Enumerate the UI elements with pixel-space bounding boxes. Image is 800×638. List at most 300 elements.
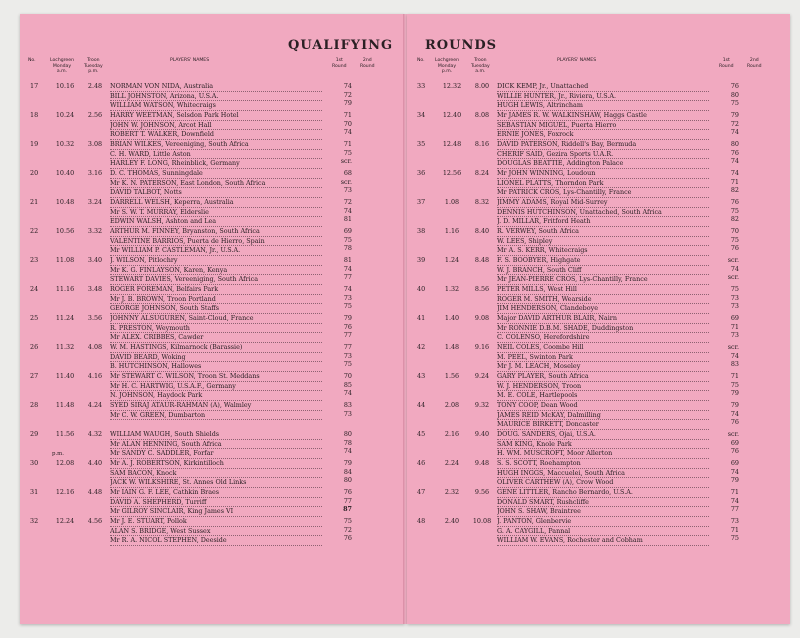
first-round-scores bbox=[326, 430, 352, 456]
first-round-score: 75 bbox=[730, 235, 739, 244]
page-title-left: QUALIFYING bbox=[288, 38, 394, 53]
troon-time: 4.24 bbox=[87, 401, 103, 409]
group-number: 39 bbox=[417, 256, 426, 264]
player-name: GEORGE JOHNSON, South Staffs bbox=[110, 304, 322, 314]
troon-time: 4.08 bbox=[87, 343, 103, 351]
group-number: 30 bbox=[30, 459, 39, 467]
players-list bbox=[497, 198, 709, 227]
first-round-score: 77 bbox=[343, 496, 352, 505]
first-round-score: 75 bbox=[343, 235, 352, 244]
first-round-score: 76 bbox=[730, 82, 739, 90]
player-name: WILLIAM WAUGH, South Shields bbox=[110, 430, 322, 440]
first-round-scores bbox=[713, 459, 739, 485]
player-name: Mr JOHN WINNING, Loudoun bbox=[497, 169, 709, 179]
player-name: JOHNNY ALSUGUREN, Saint-Cloud, France bbox=[110, 314, 322, 324]
group-number: 40 bbox=[417, 285, 426, 293]
player-name: JOHN W. JOHNSON, Arcot Hall bbox=[110, 121, 322, 131]
first-round-score: 76 bbox=[730, 244, 739, 253]
player-name: HUGH INGGS, Maccuelei, South Africa bbox=[497, 469, 709, 479]
first-round-score: 74 bbox=[343, 285, 352, 293]
player-name: WILLIE HUNTER, Jr., Riviera, U.S.A. bbox=[497, 92, 709, 102]
first-round-score: 76 bbox=[730, 148, 739, 157]
lochgreen-time: 1.40 bbox=[444, 314, 460, 322]
players-list bbox=[497, 401, 709, 430]
first-round-score: 75 bbox=[730, 380, 739, 389]
player-name: SAM BACON, Knock bbox=[110, 469, 322, 479]
player-name: SAM KING, Knole Park bbox=[497, 440, 709, 450]
first-round-score: 87 bbox=[343, 505, 352, 514]
first-round-scores bbox=[326, 111, 352, 137]
player-name: NEIL COLES, Coombe Hill bbox=[497, 343, 709, 353]
first-round-score: 71 bbox=[343, 140, 352, 148]
first-round-scores bbox=[713, 256, 739, 282]
first-round-score: 71 bbox=[730, 177, 739, 186]
troon-time: 4.48 bbox=[87, 488, 103, 496]
first-round-score: 79 bbox=[730, 476, 739, 485]
header-players-right: PLAYERS' NAMES bbox=[557, 58, 597, 63]
header-round1-right: 1st Round bbox=[719, 58, 734, 69]
first-round-score: 71 bbox=[730, 488, 739, 496]
page-title-right: ROUNDS bbox=[425, 38, 498, 53]
players-list bbox=[497, 285, 709, 314]
player-name: DOUGLAS BEATTIE, Addington Palace bbox=[497, 159, 709, 169]
first-round-score: 76 bbox=[730, 447, 739, 456]
player-name: W. M. HASTINGS, Kilmarnock (Barassie) bbox=[110, 343, 322, 353]
first-round-score: 73 bbox=[343, 351, 352, 360]
lochgreen-time: 10.32 bbox=[55, 140, 75, 148]
first-round-score: 77 bbox=[343, 331, 352, 340]
lochgreen-time: 10.48 bbox=[55, 198, 75, 206]
player-name: Mr JEAN-PIERRE CROS, Lys-Chantilly, France bbox=[497, 275, 709, 285]
troon-time: 8.56 bbox=[474, 285, 490, 293]
header-lochgreen-right: Lochgreen Monday p.m. bbox=[435, 58, 459, 75]
lochgreen-time: 1.48 bbox=[444, 343, 460, 351]
first-round-score: 76 bbox=[343, 534, 352, 543]
first-round-scores bbox=[713, 198, 739, 224]
lochgreen-time: 10.40 bbox=[55, 169, 75, 177]
first-round-scores bbox=[713, 430, 739, 456]
first-round-score: 74 bbox=[730, 264, 739, 273]
player-name: HUGH LEWIS, Altrincham bbox=[497, 101, 709, 111]
players-list bbox=[497, 372, 709, 401]
player-name: Mr J. B. BROWN, Troon Portland bbox=[110, 295, 322, 305]
first-round-score: 70 bbox=[343, 119, 352, 128]
first-round-scores bbox=[326, 227, 352, 253]
players-list bbox=[110, 227, 322, 256]
player-name: CHERIF SAID, Gezira Sports U.A.R. bbox=[497, 150, 709, 160]
first-round-score: 76 bbox=[343, 488, 352, 496]
player-name: J. PANTON, Glenbervie bbox=[497, 517, 709, 527]
first-round-score: 70 bbox=[343, 372, 352, 380]
group-number: 27 bbox=[30, 372, 39, 380]
player-name: Major DAVID ARTHUR BLAIR, Nairn bbox=[497, 314, 709, 324]
group-number: 35 bbox=[417, 140, 426, 148]
troon-time: 4.16 bbox=[87, 372, 103, 380]
first-round-score: 73 bbox=[730, 302, 739, 311]
player-name: ROGER M. SMITH, Wearside bbox=[497, 295, 709, 305]
first-round-score: 77 bbox=[343, 343, 352, 351]
troon-time: 8.00 bbox=[474, 82, 490, 90]
troon-time: 3.56 bbox=[87, 314, 103, 322]
first-round-scores bbox=[326, 488, 352, 514]
group-number: 45 bbox=[417, 430, 426, 438]
troon-time: 3.08 bbox=[87, 140, 103, 148]
group-number: 32 bbox=[30, 517, 39, 525]
first-round-score: scr. bbox=[340, 177, 352, 186]
player-name: DAVID PATERSON, Riddell's Bay, Bermuda bbox=[497, 140, 709, 150]
player-name: Mr A. S. KERR, Whitecraigs bbox=[497, 246, 709, 256]
player-name: Mr JAMES R. W. WALKINSHAW, Haggs Castle bbox=[497, 111, 709, 121]
player-name: SEBASTIAN MIGUEL, Puerta Hierro bbox=[497, 121, 709, 131]
troon-time: 2.56 bbox=[87, 111, 103, 119]
header-round2-right: 2nd Round bbox=[747, 58, 762, 69]
first-round-score: 73 bbox=[343, 293, 352, 302]
player-name: Mr K. G. FINLAYSON, Karen, Kenya bbox=[110, 266, 322, 276]
player-name: Mr IAIN G. F. LEE, Cathkin Braes bbox=[110, 488, 322, 498]
group-number: 18 bbox=[30, 111, 39, 119]
first-round-score: 70 bbox=[730, 227, 739, 235]
group-number: 21 bbox=[30, 198, 39, 206]
programme-booklet bbox=[20, 14, 790, 624]
first-round-score: 73 bbox=[343, 409, 352, 418]
first-round-score: 72 bbox=[343, 525, 352, 534]
first-round-score: 69 bbox=[343, 227, 352, 235]
player-name: OLIVER CARTHEW (A), Crow Wood bbox=[497, 478, 709, 488]
players-list bbox=[110, 169, 322, 198]
lochgreen-time: 12.32 bbox=[442, 82, 462, 90]
player-name: Mr A. J. ROBERTSON, Kirkintilloch bbox=[110, 459, 322, 469]
lochgreen-time: 2.24 bbox=[444, 459, 460, 467]
first-round-score: 80 bbox=[343, 476, 352, 485]
player-name: F. S. BOOBYER, Highgate bbox=[497, 256, 709, 266]
first-round-scores bbox=[326, 169, 352, 195]
first-round-scores bbox=[713, 140, 739, 166]
first-round-score: 74 bbox=[730, 467, 739, 476]
player-name: D. C. THOMAS, Sunningdale bbox=[110, 169, 322, 179]
lochgreen-time: 11.40 bbox=[55, 372, 75, 380]
troon-time: 3.32 bbox=[87, 227, 103, 235]
group-number: 25 bbox=[30, 314, 39, 322]
group-number: 37 bbox=[417, 198, 426, 206]
players-list bbox=[110, 401, 322, 420]
troon-time: 4.32 bbox=[87, 430, 103, 438]
player-name: ROBERT T. WALKER, Downfield bbox=[110, 130, 322, 140]
player-name: ALAN S. BRIDGE, West Sussex bbox=[110, 527, 322, 537]
player-name: DICK KEMP, Jr., Unattached bbox=[497, 82, 709, 92]
first-round-scores bbox=[326, 314, 352, 340]
player-name: ARTHUR M. FINNEY, Bryanston, South Africa bbox=[110, 227, 322, 237]
troon-time: 4.56 bbox=[87, 517, 103, 525]
first-round-score: 71 bbox=[730, 322, 739, 331]
header-players: PLAYERS' NAMES bbox=[170, 58, 210, 63]
players-list bbox=[497, 430, 709, 459]
group-number: 44 bbox=[417, 401, 426, 409]
first-round-score: 84 bbox=[343, 467, 352, 476]
player-name: Mr GILROY SINCLAIR, King James VI bbox=[110, 507, 322, 517]
group-number: 36 bbox=[417, 169, 426, 177]
group-number: 38 bbox=[417, 227, 426, 235]
lochgreen-time: 11.08 bbox=[55, 256, 75, 264]
first-round-score: 74 bbox=[730, 157, 739, 166]
group-number: 31 bbox=[30, 488, 39, 496]
group-number: 48 bbox=[417, 517, 426, 525]
lochgreen-time: 10.24 bbox=[55, 111, 75, 119]
player-name: WILLIAM WATSON, Whitecraigs bbox=[110, 101, 322, 111]
first-round-score: scr. bbox=[727, 430, 739, 438]
players-list bbox=[110, 517, 322, 546]
player-name: DARRELL WELSH, Keperra, Australia bbox=[110, 198, 322, 208]
first-round-score: 69 bbox=[730, 314, 739, 322]
first-round-score: 73 bbox=[730, 331, 739, 340]
players-list bbox=[497, 256, 709, 285]
group-number: 41 bbox=[417, 314, 426, 322]
troon-time: 8.40 bbox=[474, 227, 490, 235]
first-round-score: 81 bbox=[343, 256, 352, 264]
first-round-score: scr. bbox=[340, 157, 352, 166]
first-round-score: 74 bbox=[730, 351, 739, 360]
first-round-score: 74 bbox=[730, 409, 739, 418]
first-round-score: 74 bbox=[343, 128, 352, 137]
first-round-scores bbox=[326, 198, 352, 224]
player-name: Mr C. W. GREEN, Dumbarton bbox=[110, 411, 322, 421]
troon-time: 8.32 bbox=[474, 198, 490, 206]
first-round-score: 75 bbox=[730, 285, 739, 293]
player-name: BILL JOHNSTON, Arizona, U.S.A. bbox=[110, 92, 322, 102]
first-round-scores bbox=[713, 372, 739, 398]
first-round-score: 74 bbox=[730, 496, 739, 505]
troon-time: 9.56 bbox=[474, 488, 490, 496]
player-name: Mr WILLIAM P. CASTLEMAN, Jr., U.S.A. bbox=[110, 246, 322, 256]
troon-time: 9.24 bbox=[474, 372, 490, 380]
players-list bbox=[497, 488, 709, 517]
first-round-score: 74 bbox=[343, 389, 352, 398]
group-number: 47 bbox=[417, 488, 426, 496]
player-name: HARRY WEETMAN, Selsdon Park Hotel bbox=[110, 111, 322, 121]
first-round-score: 80 bbox=[343, 430, 352, 438]
player-name: WILLIAM W. EVANS, Rochester and Cobham bbox=[497, 536, 709, 546]
lochgreen-time: 12.56 bbox=[442, 169, 462, 177]
group-number: 19 bbox=[30, 140, 39, 148]
header-troon: Troon Tuesday p.m. bbox=[84, 58, 103, 75]
first-round-score: 76 bbox=[343, 322, 352, 331]
first-round-score: 82 bbox=[730, 186, 739, 195]
players-list bbox=[110, 111, 322, 140]
first-round-score: 74 bbox=[343, 447, 352, 456]
player-name: H. WM. MUSCROFT, Moor Allerton bbox=[497, 449, 709, 459]
player-name: BRIAN WILKES, Vereeniging, South Africa bbox=[110, 140, 322, 150]
first-round-score: 75 bbox=[730, 99, 739, 108]
player-name: DOUG. SANDERS, Ojai, U.S.A. bbox=[497, 430, 709, 440]
first-round-scores bbox=[713, 401, 739, 427]
players-list bbox=[497, 82, 709, 111]
player-name: Mr J. E. STUART, Pollok bbox=[110, 517, 322, 527]
players-list bbox=[497, 343, 709, 372]
group-number: 46 bbox=[417, 459, 426, 467]
players-list bbox=[110, 488, 322, 517]
troon-time: 3.24 bbox=[87, 198, 103, 206]
header-no-right: No. bbox=[417, 58, 425, 63]
group-number: 20 bbox=[30, 169, 39, 177]
first-round-score: 82 bbox=[730, 215, 739, 224]
first-round-scores bbox=[326, 517, 352, 543]
first-round-score: 79 bbox=[343, 99, 352, 108]
player-name: G. A. CAYGILL, Pannal bbox=[497, 527, 709, 537]
player-name: DONALD SMART, Rushcliffe bbox=[497, 498, 709, 508]
first-round-score: 75 bbox=[343, 517, 352, 525]
first-round-scores bbox=[326, 82, 352, 108]
troon-time: 9.08 bbox=[474, 314, 490, 322]
first-round-scores bbox=[326, 459, 352, 485]
first-round-scores bbox=[713, 169, 739, 195]
players-list bbox=[497, 140, 709, 169]
first-round-score: 79 bbox=[730, 389, 739, 398]
first-round-scores bbox=[713, 111, 739, 137]
troon-time: 9.48 bbox=[474, 459, 490, 467]
first-round-score: 74 bbox=[343, 206, 352, 215]
player-name: GARY PLAYER, South Africa bbox=[497, 372, 709, 382]
first-round-score: 77 bbox=[730, 505, 739, 514]
first-round-score: 79 bbox=[730, 111, 739, 119]
first-round-scores bbox=[713, 517, 739, 543]
first-round-score: 74 bbox=[730, 128, 739, 137]
players-list bbox=[497, 227, 709, 256]
first-round-score: 75 bbox=[730, 206, 739, 215]
header-lochgreen: Lochgreen Monday a.m. bbox=[50, 58, 74, 75]
header-troon-right: Troon Tuesday a.m. bbox=[471, 58, 490, 75]
first-round-score: 73 bbox=[730, 517, 739, 525]
first-round-score: 72 bbox=[730, 119, 739, 128]
player-name: M. E. COLE, Hartlepools bbox=[497, 391, 709, 401]
group-number: 26 bbox=[30, 343, 39, 351]
first-round-score: 79 bbox=[343, 314, 352, 322]
players-list bbox=[110, 343, 322, 372]
player-name: STEWART DAVIES, Vereeniging, South Africa bbox=[110, 275, 322, 285]
player-name: MAURICE BIRKETT, Doncaster bbox=[497, 420, 709, 430]
player-name: DAVID BEARD, Woking bbox=[110, 353, 322, 363]
first-round-score: 71 bbox=[730, 525, 739, 534]
left-page bbox=[20, 14, 405, 624]
first-round-score: 83 bbox=[730, 360, 739, 369]
player-name: DENNIS HUTCHINSON, Unattached, South Africa bbox=[497, 208, 709, 218]
group-number: 28 bbox=[30, 401, 39, 409]
player-name: Mr STEWART C. WILSON, Troon St. Meddans bbox=[110, 372, 322, 382]
troon-time: 8.48 bbox=[474, 256, 490, 264]
group-number: 17 bbox=[30, 82, 39, 90]
first-round-score: 75 bbox=[343, 148, 352, 157]
player-name: Mr R. A. NICOL STEPHEN, Deeside bbox=[110, 536, 322, 546]
players-list bbox=[110, 314, 322, 343]
players-list bbox=[497, 459, 709, 488]
lochgreen-time: 12.08 bbox=[55, 459, 75, 467]
player-name: B. HUTCHINSON, Hallowes bbox=[110, 362, 322, 372]
group-number: 22 bbox=[30, 227, 39, 235]
header-no: No. bbox=[28, 58, 36, 63]
first-round-score: 81 bbox=[343, 215, 352, 224]
troon-time: 8.24 bbox=[474, 169, 490, 177]
lochgreen-time: 1.16 bbox=[444, 227, 460, 235]
player-name: NORMAN VON NIDA, Australia bbox=[110, 82, 322, 92]
player-name: DAVID TALBOT, Notts bbox=[110, 188, 322, 198]
lochgreen-time: 1.08 bbox=[444, 198, 460, 206]
player-name: Mr ALAN HENNING, South Africa bbox=[110, 440, 322, 450]
players-list bbox=[110, 372, 322, 401]
first-round-scores bbox=[326, 140, 352, 166]
troon-time: 8.16 bbox=[474, 140, 490, 148]
group-number: 43 bbox=[417, 372, 426, 380]
first-round-score: 73 bbox=[730, 293, 739, 302]
player-name: Mr RONNIE D.B.M. SHADE, Duddingston bbox=[497, 324, 709, 334]
first-round-scores bbox=[326, 285, 352, 311]
first-round-score: 72 bbox=[343, 90, 352, 99]
lochgreen-time: 1.32 bbox=[444, 285, 460, 293]
player-name: ERNIE JONES, Foxrock bbox=[497, 130, 709, 140]
group-number: 23 bbox=[30, 256, 39, 264]
troon-time: 9.16 bbox=[474, 343, 490, 351]
first-round-score: 83 bbox=[343, 401, 352, 409]
players-list bbox=[497, 111, 709, 140]
player-name: C. H. WARD, Little Aston bbox=[110, 150, 322, 160]
first-round-scores bbox=[326, 256, 352, 282]
player-name: ROGER FOREMAN, Belfairs Park bbox=[110, 285, 322, 295]
lochgreen-time: 11.48 bbox=[55, 401, 75, 409]
players-list bbox=[110, 430, 322, 459]
player-name: W. J. HENDERSON, Troon bbox=[497, 382, 709, 392]
first-round-score: 73 bbox=[343, 186, 352, 195]
first-round-scores bbox=[713, 82, 739, 108]
player-name: Mr K. N. PATERSON, East London, South Africa bbox=[110, 179, 322, 189]
troon-time: 10.08 bbox=[472, 517, 492, 525]
troon-time: 4.40 bbox=[87, 459, 103, 467]
first-round-scores bbox=[713, 488, 739, 514]
troon-time: 3.40 bbox=[87, 256, 103, 264]
player-name: JACK W. WILKSHIRE, St. Annes Old Links bbox=[110, 478, 322, 488]
player-name: N. JOHNSON, Haydock Park bbox=[110, 391, 322, 401]
players-list bbox=[110, 140, 322, 169]
first-round-score: 74 bbox=[343, 82, 352, 90]
first-round-score: 69 bbox=[730, 438, 739, 447]
lochgreen-time: 1.24 bbox=[444, 256, 460, 264]
player-name: M. PEEL, Swinton Park bbox=[497, 353, 709, 363]
lochgreen-time: 10.16 bbox=[55, 82, 75, 90]
troon-time: 9.40 bbox=[474, 430, 490, 438]
player-name: W. LEES, Shipley bbox=[497, 237, 709, 247]
player-name: Mr SANDY C. SADDLER, Forfar bbox=[110, 449, 322, 459]
first-round-scores bbox=[713, 285, 739, 311]
lochgreen-time: 11.56 bbox=[55, 430, 75, 438]
troon-time: 8.08 bbox=[474, 111, 490, 119]
group-number: 24 bbox=[30, 285, 39, 293]
first-round-score: 74 bbox=[730, 169, 739, 177]
player-name: GENE LITTLER, Rancho Bernardo, U.S.A. bbox=[497, 488, 709, 498]
players-list bbox=[497, 314, 709, 343]
players-list bbox=[110, 82, 322, 111]
lochgreen-time: 12.40 bbox=[442, 111, 462, 119]
lochgreen-time: 2.08 bbox=[444, 401, 460, 409]
first-round-score: 68 bbox=[343, 169, 352, 177]
first-round-score: 79 bbox=[730, 401, 739, 409]
troon-time: 3.16 bbox=[87, 169, 103, 177]
first-round-score: 71 bbox=[730, 372, 739, 380]
first-round-score: 80 bbox=[730, 90, 739, 99]
player-name: R. PRESTON, Weymouth bbox=[110, 324, 322, 334]
players-list bbox=[110, 198, 322, 227]
players-list bbox=[110, 459, 322, 488]
lochgreen-time: 12.48 bbox=[442, 140, 462, 148]
troon-time: 2.48 bbox=[87, 82, 103, 90]
first-round-score: scr. bbox=[727, 343, 739, 351]
lochgreen-time: 11.24 bbox=[55, 314, 75, 322]
first-round-score: 74 bbox=[343, 264, 352, 273]
